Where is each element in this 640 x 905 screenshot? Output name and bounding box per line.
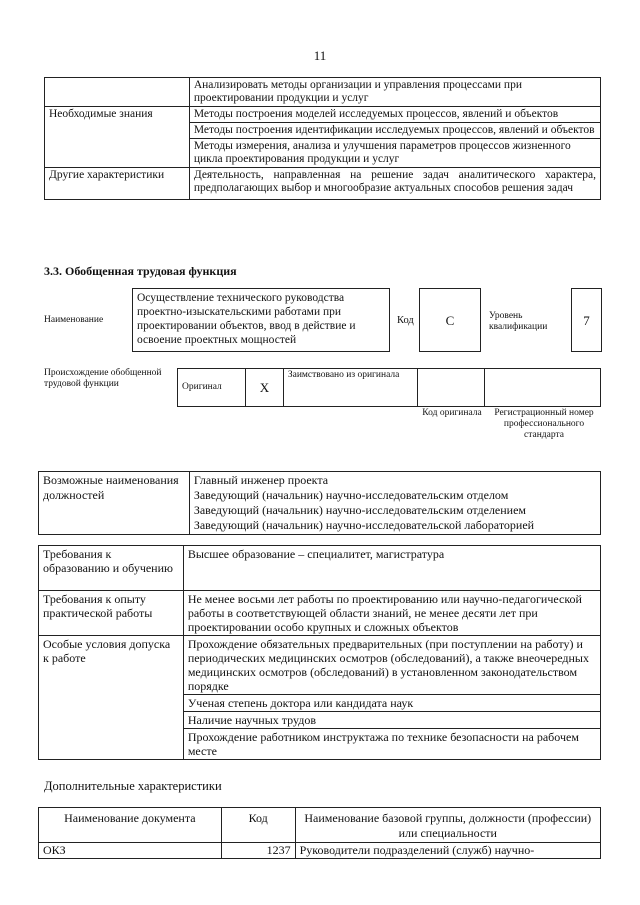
borrowed-label: Заимствовано из оригинала	[283, 369, 417, 407]
position-item: Заведующий (начальник) научно-исследовательским отделом	[193, 488, 509, 502]
extra-title: Дополнительные характеристики	[44, 779, 222, 793]
reg-number-cell	[485, 369, 601, 407]
section-title: 3.3. Обобщенная трудовая функция	[44, 264, 237, 278]
code-original-cell	[417, 369, 485, 407]
top-row-item: Анализировать методы организации и управления процессами при проектировании продукции и услуг	[189, 78, 600, 107]
level-label: Уровень квалификации	[489, 311, 548, 332]
origin-label: Происхождение обобщенной трудовой функции	[44, 368, 162, 389]
positions-list	[189, 472, 600, 535]
name-value-box	[132, 288, 390, 352]
position-item: Заведующий (начальник) научно-исследовательской лабораторией	[193, 518, 535, 532]
original-mark: X	[245, 369, 283, 407]
extra-header-doc: Наименование документа	[39, 808, 222, 843]
original-label: Оригинал	[178, 369, 246, 407]
extra-cell-group: Руководители подразделений (служб) научно-	[295, 843, 600, 859]
code-value-box	[419, 288, 481, 352]
extra-table	[38, 807, 601, 859]
education-label: Требования к образованию и обучению	[39, 546, 184, 591]
origin-table	[177, 368, 601, 407]
special-condition-item: Прохождение обязательных предварительных (при поступлении на работу) и периодических медицинских осмотров (обследований), а также внеочередных медицинских осмотров (обследований) в установленном законодательством порядке	[183, 636, 600, 695]
level-value-box	[571, 288, 602, 352]
position-item: Главный инженер проекта	[193, 473, 329, 487]
knowledge-item: Методы измерения, анализа и улучшения параметров процессов жизненного цикла проектирования продукции и услуг	[189, 139, 600, 168]
education-value: Высшее образование – специалитет, магистратура	[183, 546, 600, 591]
page-number: 11	[313, 48, 327, 63]
code-value: С	[445, 313, 455, 328]
special-condition-item: Наличие научных трудов	[183, 712, 600, 729]
knowledge-item: Методы построения моделей исследуемых процессов, явлений и объектов	[189, 107, 600, 123]
requirements-table	[38, 545, 601, 760]
code-original-caption: Код оригинала	[422, 408, 482, 418]
name-value: Осуществление технического руководства проектно-изыскательскими работами при проектировании объектов, ввод в действие и освоение проектных мощностей	[137, 292, 356, 346]
knowledge-item: Методы построения идентификации исследуемых процессов, явлений и объектов	[189, 123, 600, 139]
name-label: Наименование	[44, 315, 104, 325]
special-conditions-label: Особые условия допуска к работе	[39, 636, 184, 760]
other-label: Другие характеристики	[45, 168, 190, 200]
experience-value: Не менее восьми лет работы по проектированию или научно-педагогической работы в соответствующей области знаний, не менее десяти лет при проектировании особо крупных и сложных объектов	[183, 591, 600, 636]
other-item: Деятельность, направленная на решение задач аналитического характера, предполагающих выбор и многообразие актуальных способов решения задач	[189, 168, 600, 200]
extra-header-code: Код	[221, 808, 295, 843]
extra-cell-code: 1237	[221, 843, 295, 859]
special-condition-item: Ученая степень доктора или кандидата наук	[183, 695, 600, 712]
reg-number-caption: Регистрационный номер профессионального стандарта	[494, 408, 594, 440]
top-table	[44, 77, 601, 200]
positions-label: Возможные наименования должностей	[39, 472, 190, 535]
code-label: Код	[397, 315, 414, 326]
level-value: 7	[583, 313, 590, 328]
special-condition-item: Прохождение работником инструктажа по технике безопасности на рабочем месте	[183, 729, 600, 760]
top-row-label	[45, 78, 190, 107]
extra-header-group: Наименование базовой группы, должности (профессии) или специальности	[295, 808, 600, 843]
experience-label: Требования к опыту практической работы	[39, 591, 184, 636]
positions-table	[38, 471, 601, 535]
knowledge-label: Необходимые знания	[45, 107, 190, 168]
position-item: Заведующий (начальник) научно-исследовательским отделением	[193, 503, 527, 517]
extra-cell-doc: ОКЗ	[39, 843, 222, 859]
